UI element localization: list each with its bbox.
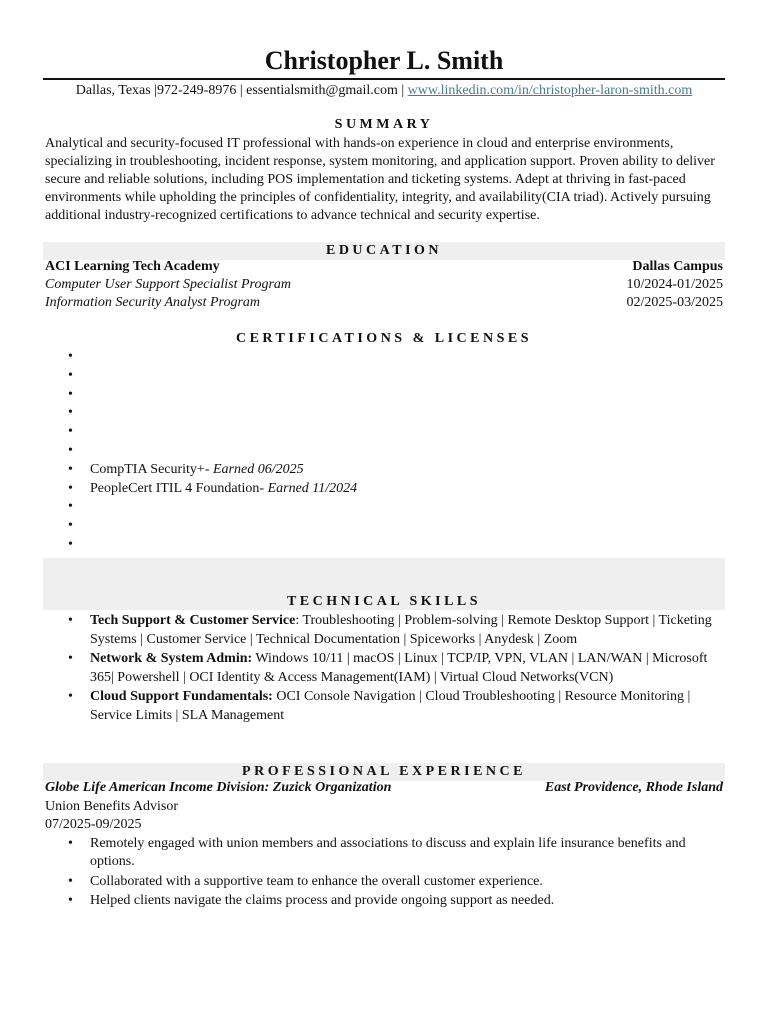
education-heading: EDUCATION <box>325 243 443 258</box>
skills-heading: TECHNICAL SKILLS <box>286 594 482 609</box>
list-item <box>45 480 715 499</box>
list-item <box>45 423 715 442</box>
program-name: Computer User Support Specialist Program <box>45 277 292 292</box>
experience-heading: PROFESSIONAL EXPERIENCE <box>242 764 526 779</box>
list-item <box>45 612 715 649</box>
list-item <box>45 404 715 423</box>
cert-earned: Earned 06/2025 <box>213 461 304 477</box>
list-item <box>45 688 715 725</box>
job-bullet-text: Remotely engaged with union members and associations to discuss and explain life insurance benefits and options. <box>90 836 686 869</box>
job-role: Union Benefits Advisor <box>45 799 178 814</box>
bullet-icon: • <box>68 836 73 851</box>
candidate-name: Christopher L. Smith <box>264 46 504 75</box>
bullet-icon: • <box>68 536 73 552</box>
list-item <box>45 650 715 687</box>
bullet-icon: • <box>68 405 73 421</box>
skill-details: Windows 10/11 | macOS | Linux | TCP/IP, VPN, VLAN | LAN/WAN | Microsoft 365| Powershell | OCI Identity & Access Management(IAM) | Virtual Cloud Networks(VCN) <box>90 651 708 685</box>
skill-category: Network & System Admin: <box>90 651 253 666</box>
summary-heading: SUMMARY <box>334 117 434 132</box>
list-item <box>45 517 715 536</box>
contact-details: Dallas, Texas |972-249-8976 | essentialsmith@gmail.com | <box>75 83 408 98</box>
cert-earned: Earned 11/2024 <box>267 480 358 496</box>
cert-name: CompTIA Security+- <box>90 461 213 477</box>
school-campus: Dallas Campus <box>632 259 723 274</box>
skill-category: Tech Support & Customer Service <box>90 613 296 628</box>
program-name: Information Security Analyst Program <box>45 295 261 310</box>
bullet-icon: • <box>68 518 73 534</box>
bullet-icon: • <box>68 651 73 666</box>
bullet-icon: • <box>68 367 73 383</box>
cert-name: PeopleCert ITIL 4 Foundation- <box>90 480 268 496</box>
list-item <box>45 873 715 892</box>
bullet-icon: • <box>68 461 73 477</box>
job-bullet-text: Collaborated with a supportive team to enhance the overall customer experience. <box>90 874 543 889</box>
job-bullet-text: Helped clients navigate the claims process and provide ongoing support as needed. <box>90 892 555 908</box>
skills-list <box>45 612 715 726</box>
certifications-heading: CERTIFICATIONS & LICENSES <box>235 331 533 346</box>
job-location: East Providence, Rhode Island <box>544 780 723 795</box>
bullet-icon: • <box>68 892 73 908</box>
school-name: ACI Learning Tech Academy <box>45 259 220 274</box>
list-item <box>45 367 715 386</box>
contact-line <box>0 82 768 100</box>
certifications-list <box>45 348 715 555</box>
list-item <box>45 892 715 911</box>
bullet-icon: • <box>68 349 73 364</box>
bullet-icon: • <box>68 442 73 458</box>
summary-text: Analytical and security-focused IT professional with hands-on experience in cloud and enterprise environments, specializing in troubleshooting, incident response, system monitoring, and application support. Proven ability to deliver secure and reliable solutions, including POS implementation and ticketing systems. Adept at thriving in fast-paced environments while upholding the principles of confidentiality, integrity, and availability(CIA triad). Actively pursuing additional industry-recognized certifications to advance technical and security expertise. <box>45 136 715 223</box>
program-dates: 10/2024-01/2025 <box>626 277 723 292</box>
bullet-icon: • <box>68 613 73 628</box>
list-item <box>45 536 715 555</box>
list-item <box>45 498 715 517</box>
list-item <box>45 442 715 461</box>
bullet-icon: • <box>68 499 73 515</box>
list-item <box>45 461 715 480</box>
job-dates: 07/2025-09/2025 <box>45 817 142 832</box>
job-company: Globe Life American Income Division: Zuzick Organization <box>45 780 392 795</box>
header-divider <box>43 78 725 80</box>
list-item <box>45 835 715 871</box>
skill-details: OCI Console Navigation | Cloud Troubleshooting | Resource Monitoring | Service Limits | SLA Management <box>90 689 691 723</box>
list-item <box>45 348 715 367</box>
linkedin-link[interactable]: www.linkedin.com/in/christopher-laron-smith.com <box>407 83 693 98</box>
bullet-icon: • <box>68 874 73 889</box>
bullet-icon: • <box>68 424 73 440</box>
list-item <box>45 386 715 405</box>
skill-details: : Troubleshooting | Problem-solving | Remote Desktop Support | Ticketing Systems | Customer Service | Technical Documentation | Spiceworks | Anydesk | Zoom <box>90 613 712 647</box>
bullet-icon: • <box>68 480 73 496</box>
job-bullets <box>45 835 715 911</box>
bullet-icon: • <box>68 689 73 704</box>
skill-category: Cloud Support Fundamentals: <box>90 689 273 704</box>
bullet-icon: • <box>68 386 73 402</box>
program-dates: 02/2025-03/2025 <box>626 295 723 310</box>
